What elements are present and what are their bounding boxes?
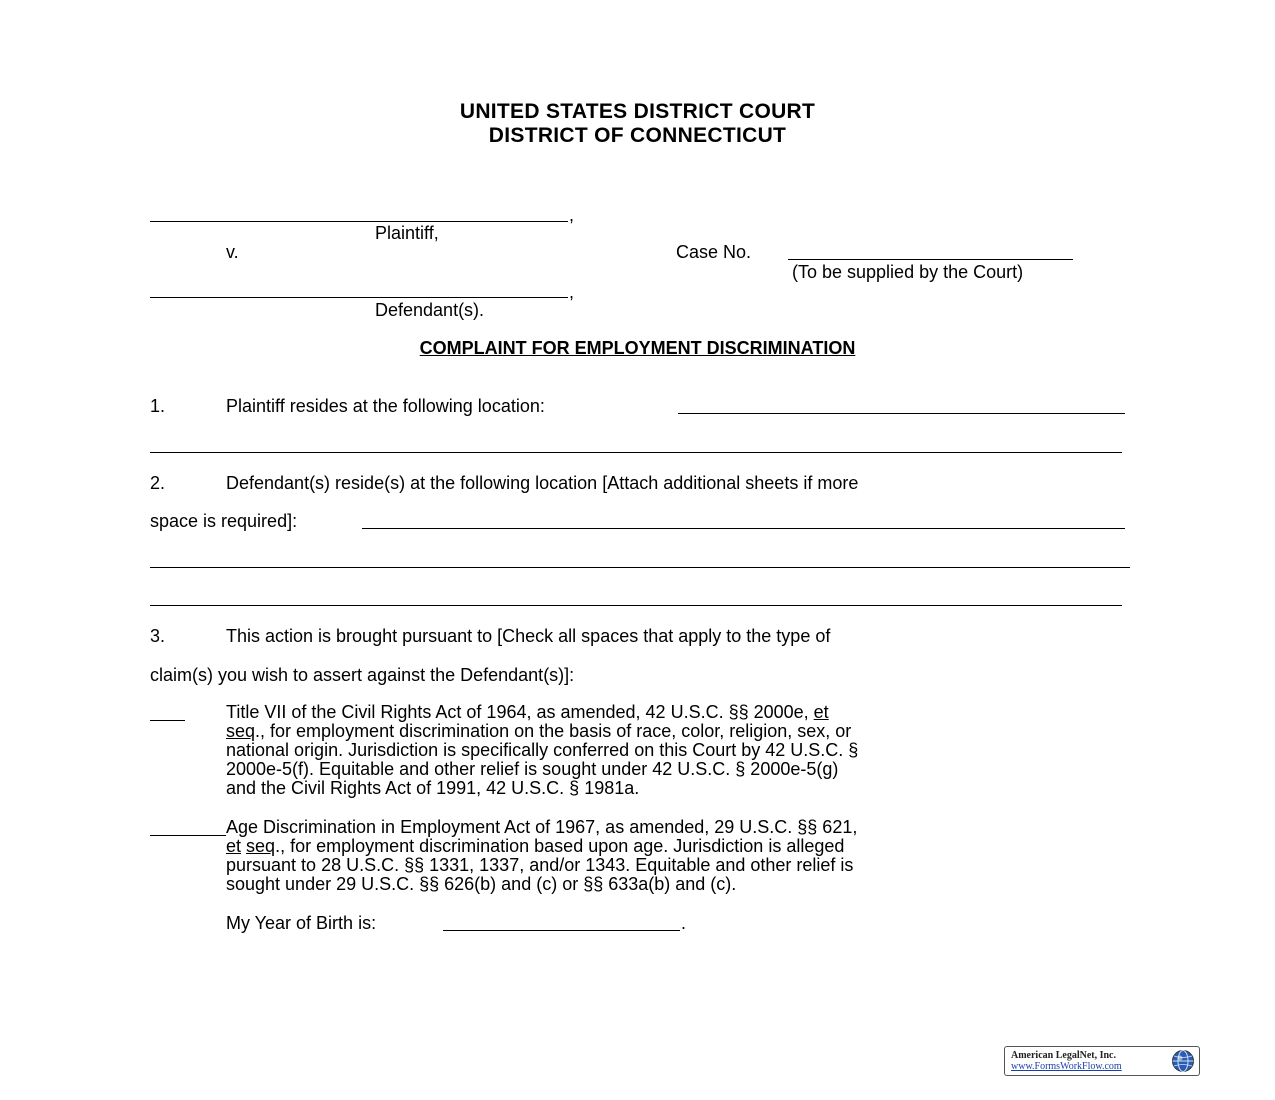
adea-line-1: Age Discrimination in Employment Act of 1967, as amended, 29 U.S.C. §§ 621, [226, 817, 858, 837]
case-no-label: Case No. [676, 242, 752, 262]
case-no-blank[interactable] [788, 259, 1073, 260]
american-legalnet-logo[interactable] [1004, 1046, 1200, 1076]
item-2-text: Defendant(s) reside(s) at the following location [Attach additional sheets if more [226, 473, 859, 493]
item-1-text: Plaintiff resides at the following location: [226, 396, 545, 416]
document-title: COMPLAINT FOR EMPLOYMENT DISCRIMINATION [419, 338, 856, 358]
item-3-continuation: claim(s) you wish to assert against the Defendant(s)]: [150, 665, 575, 685]
plaintiff-address-blank-2[interactable] [150, 452, 1122, 453]
adea-line-3: pursuant to 28 U.S.C. §§ 1331, 1337, and/or 1343. Equitable and other relief is [226, 855, 854, 875]
adea-claim-text [226, 818, 1126, 894]
title-vii-line-1: Title VII of the Civil Rights Act of 1964, as amended, 42 U.S.C. §§ 2000e, [226, 702, 809, 722]
item-2-continuation: space is required]: [150, 511, 298, 531]
logo-company-name: American LegalNet, Inc. [1011, 1050, 1116, 1061]
plaintiff-name-blank[interactable] [150, 221, 568, 222]
title-vii-line-2: ., for employment discrimination on the basis of race, color, religion, sex, or [255, 721, 852, 741]
title-vii-line-5: and the Civil Rights Act of 1991, 42 U.S.C. § 1981a. [226, 778, 640, 798]
defendant-name-blank[interactable] [150, 297, 568, 298]
globe-icon [1171, 1049, 1195, 1073]
plaintiff-label: Plaintiff, [375, 223, 439, 243]
item-3-number: 3. [150, 626, 166, 646]
court-name: UNITED STATES DISTRICT COURT [459, 100, 816, 123]
title-vii-checkbox-blank[interactable] [150, 720, 185, 721]
defendant-address-blank-3[interactable] [150, 605, 1122, 606]
birth-year-period: . [681, 913, 687, 933]
item-2-number: 2. [150, 473, 166, 493]
title-vii-line-4: 2000e-5(f). Equitable and other relief is sought under 42 U.S.C. § 2000e-5(g) [226, 759, 839, 779]
plaintiff-comma: , [569, 205, 575, 225]
title-vii-line-3: national origin. Jurisdiction is specifically conferred on this Court by 42 U.S.C. § [226, 740, 859, 760]
adea-et: et [226, 836, 242, 856]
versus-label: v. [226, 242, 239, 262]
defendant-label: Defendant(s). [375, 300, 485, 320]
item-1-number: 1. [150, 396, 166, 416]
case-no-note: (To be supplied by the Court) [792, 262, 1024, 282]
defendant-comma: , [569, 282, 575, 302]
adea-checkbox-blank[interactable] [150, 835, 226, 836]
birth-year-blank[interactable] [443, 930, 680, 931]
title-vii-et: et [813, 702, 829, 722]
adea-seq: seq [246, 836, 276, 856]
defendant-address-blank-1[interactable] [362, 528, 1125, 529]
logo-url-link[interactable]: www.FormsWorkFlow.com [1011, 1061, 1122, 1072]
plaintiff-address-blank-1[interactable] [678, 413, 1125, 414]
defendant-address-blank-2[interactable] [150, 567, 1130, 568]
birth-year-label: My Year of Birth is: [226, 913, 377, 933]
adea-line-2: ., for employment discrimination based upon age. Jurisdiction is alleged [275, 836, 845, 856]
item-3-text: This action is brought pursuant to [Check all spaces that apply to the type of [226, 626, 831, 646]
title-vii-claim-text [226, 703, 1126, 798]
adea-line-4: sought under 29 U.S.C. §§ 626(b) and (c) or §§ 633a(b) and (c). [226, 874, 737, 894]
court-district: DISTRICT OF CONNECTICUT [488, 124, 787, 147]
title-vii-seq: seq [226, 721, 256, 741]
